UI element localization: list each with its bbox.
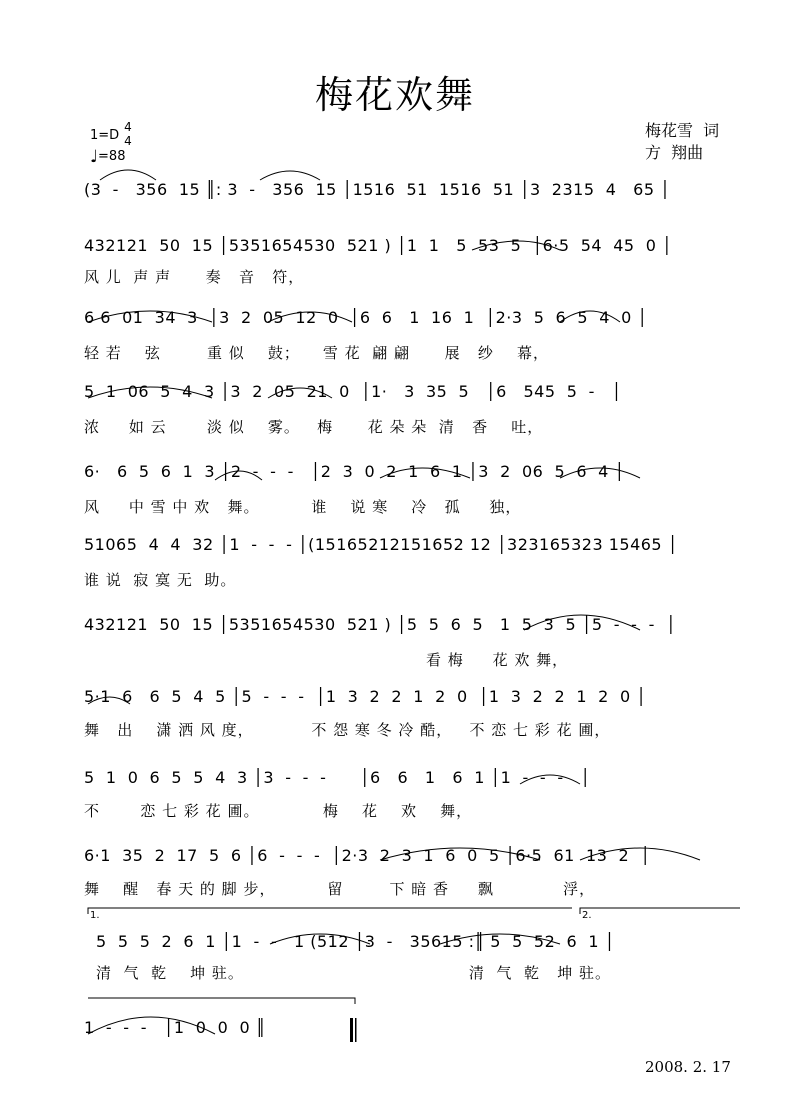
meter-top: 4 [124, 120, 132, 134]
credits [645, 120, 719, 164]
lyrics: 清 气 乾 坤 驻。 清 气 乾 坤 驻。 [96, 964, 612, 982]
notation: 1 - - - │1 0 0 0 ║ [84, 1018, 266, 1037]
notation: 432121 50 15 │5351654530 521 ) │5 5 6 5 1 5 3 5 │5 - - - │ [84, 615, 677, 634]
lyrics: 舞 醒 春 天 的 脚 步， 留 下 暗 香 飘 浮， [84, 880, 596, 898]
lyricist: 梅花雪 词 [645, 121, 720, 140]
time-signature [122, 120, 134, 148]
song-title: 梅花欢舞 [314, 73, 475, 117]
lyrics: 浓 如 云 淡 似 雾。 梅 花 朵 朵 清 香 吐， [84, 418, 544, 436]
tempo-marking [90, 147, 125, 167]
lyrics: 谁 说 寂 寞 无 助。 [84, 571, 237, 589]
meter-bottom: 4 [124, 134, 132, 148]
notation: 432121 50 15 │5351654530 521 ) │1 1 5 53 5 │6·5 54 45 0 │ [84, 236, 673, 255]
notation: 5 1 0 6 5 5 4 3 │3 - - - │6 6 1 6 1 │1 - - - │ [84, 768, 591, 787]
notation: 5 1 06 5 4 3 │3 2 05 21 0 │1· 3 35 5 │6 545 5 - │ [84, 382, 622, 401]
tempo-value: =88 [98, 149, 126, 164]
volta-first: 1. [90, 910, 100, 921]
notation: 6· 6 5 6 1 3 │2 - - - │2 3 0 2 1 6 1 │3 2 06 5 6 4 │ [84, 462, 625, 481]
lyrics: 风 儿 声 声 奏 音 符， [84, 268, 305, 286]
lyrics: 看 梅 花 欢 舞， [426, 651, 569, 669]
notation: 5 5 5 2 6 1 │1 - - 1 (512 │3 - 35615 :║ 5 5 52 6 1 │ [96, 932, 615, 951]
lyrics: 不 恋 七 彩 花 圃。 梅 花 欢 舞， [84, 802, 473, 820]
notation: (3 - 356 15 ║: 3 - 356 15 │1516 51 1516 51 │3 2315 4 65 │ [84, 180, 671, 199]
notation: 5·1 6 6 5 4 5 │5 - - - │1 3 2 2 1 2 0 │1 3 2 2 1 2 0 │ [84, 687, 647, 706]
key-signature: 1=D [90, 128, 120, 143]
notation: 6 6 01 34 3 │3 2 05 12 0 │6 6 1 16 1 │2·3 5 6 5 4 0 │ [84, 308, 648, 327]
lyrics: 轻 若 弦 重 似 鼓； 雪 花 翩 翩 展 纱 幕， [84, 344, 549, 362]
date: 2008. 2. 17 [645, 1058, 731, 1076]
quarter-note-icon: ♩ [90, 147, 99, 167]
composer: 方 翔曲 [645, 143, 704, 162]
volta-second: 2. [582, 910, 592, 921]
lyrics: 舞 出 潇 洒 风 度， 不 怨 寒 冬 冷 酷， 不 恋 七 彩 花 圃， [84, 721, 611, 739]
lyrics: 风 中 雪 中 欢 舞。 谁 说 寒 冷 孤 独， [84, 498, 522, 516]
notation: 6·1 35 2 17 5 6 │6 - - - │2·3 2 3 1 6 0 5 │6·5 61 13 2 │ [84, 846, 651, 865]
notation: 51065 4 4 32 │1 - - - │(15165212151652 12 │323165323 15465 │ [84, 535, 678, 554]
